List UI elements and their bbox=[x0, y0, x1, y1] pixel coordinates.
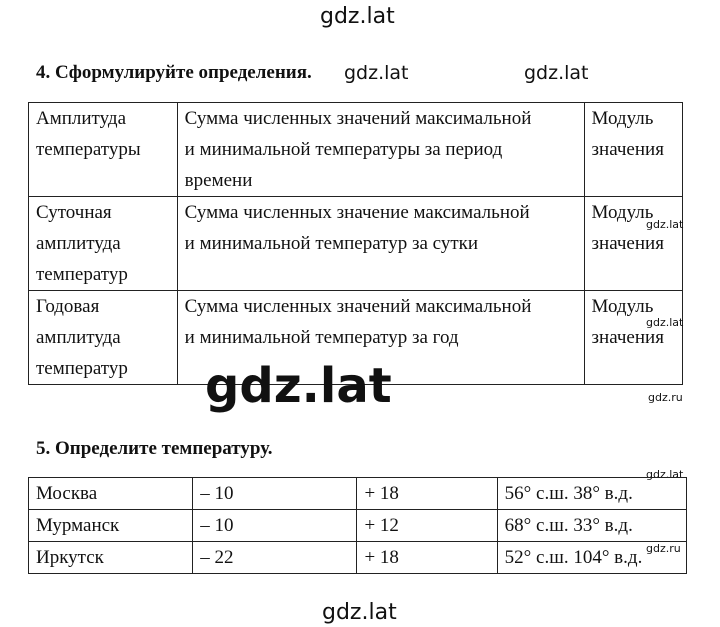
watermark-ru-1: gdz.ru bbox=[648, 391, 683, 404]
note-cell: Модуль значения bbox=[584, 291, 682, 385]
temp-max-cell: + 12 bbox=[357, 510, 497, 542]
city-cell: Мурманск bbox=[29, 510, 193, 542]
definition-cell: Сумма численных значений максимальной и минимальной температур за год bbox=[177, 291, 584, 385]
temperature-table bbox=[28, 477, 687, 574]
watermark-ru-2: gdz.ru bbox=[646, 542, 681, 555]
city-cell: Москва bbox=[29, 478, 193, 510]
table-row bbox=[29, 103, 683, 197]
table-row bbox=[29, 510, 687, 542]
temp-min-cell: – 22 bbox=[193, 542, 357, 574]
watermark-big: gdz.lat bbox=[205, 358, 392, 414]
coords-cell: 56° с.ш. 38° в.д. bbox=[497, 478, 686, 510]
term-cell: Годовая амплитуда температур bbox=[29, 291, 178, 385]
watermark-heading-1: gdz.lat bbox=[344, 62, 409, 84]
table-row bbox=[29, 542, 687, 574]
coords-cell: 52° с.ш. 104° в.д. bbox=[497, 542, 686, 574]
note-cell: Модуль значения bbox=[584, 197, 682, 291]
term-cell: Суточная амплитуда температур bbox=[29, 197, 178, 291]
temp-max-cell: + 18 bbox=[357, 478, 497, 510]
watermark-small-1: gdz.lat bbox=[646, 218, 684, 231]
watermark-top: gdz.lat bbox=[320, 4, 395, 29]
watermark-bottom: gdz.lat bbox=[322, 600, 397, 625]
table-row bbox=[29, 478, 687, 510]
temp-max-cell: + 18 bbox=[357, 542, 497, 574]
city-cell: Иркутск bbox=[29, 542, 193, 574]
task-5-heading: 5. Определите температуру. bbox=[36, 438, 273, 459]
term-cell: Амплитуда температуры bbox=[29, 103, 178, 197]
temp-min-cell: – 10 bbox=[193, 478, 357, 510]
task-4-heading: 4. Сформулируйте определения. bbox=[36, 62, 312, 83]
watermark-small-3: gdz.lat bbox=[646, 468, 684, 481]
watermark-heading-2: gdz.lat bbox=[524, 62, 589, 84]
watermark-small-2: gdz.lat bbox=[646, 316, 684, 329]
definition-cell: Сумма численных значений максимальной и минимальной температуры за период времени bbox=[177, 103, 584, 197]
temp-min-cell: – 10 bbox=[193, 510, 357, 542]
table-row bbox=[29, 197, 683, 291]
note-cell: Модуль значения bbox=[584, 103, 682, 197]
definitions-table bbox=[28, 102, 683, 385]
definition-cell: Сумма численных значение максимальной и минимальной температур за сутки bbox=[177, 197, 584, 291]
coords-cell: 68° с.ш. 33° в.д. bbox=[497, 510, 686, 542]
